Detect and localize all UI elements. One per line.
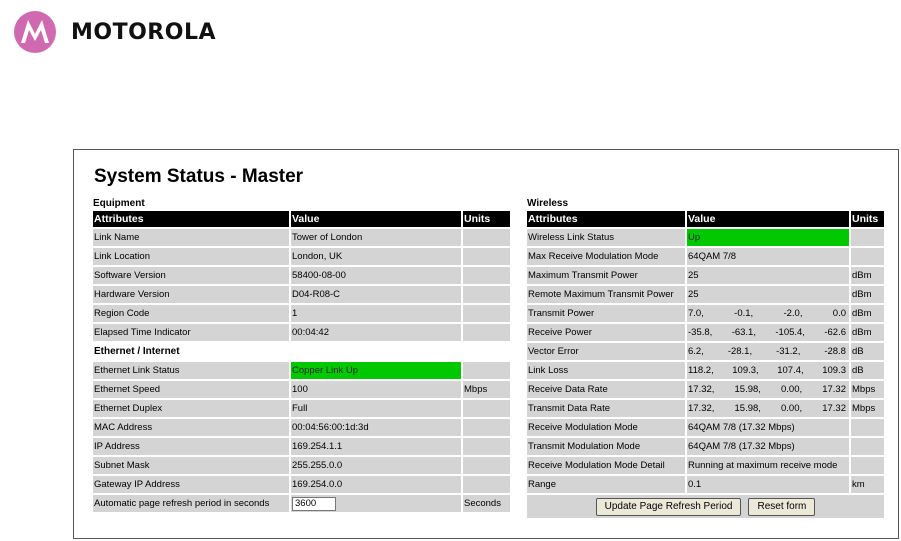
refresh-period-cell: [291, 493, 463, 512]
ethernet-subheader-row: [93, 341, 510, 360]
table-row: [93, 303, 510, 322]
attribute-label: Wireless Link Status: [527, 227, 687, 246]
value-list: [688, 327, 848, 338]
attribute-units: [463, 284, 510, 303]
attribute-units: [463, 455, 510, 474]
attribute-units: dBm: [851, 322, 884, 341]
attribute-label: Receive Modulation Mode Detail: [527, 455, 687, 474]
attribute-label: Transmit Data Rate: [527, 398, 687, 417]
table-row: [527, 360, 884, 379]
equipment-title: Equipment: [93, 198, 145, 209]
table-row: [93, 436, 510, 455]
value-list: [688, 384, 848, 395]
status-value: Up: [687, 227, 851, 246]
attribute-label: Ethernet Link Status: [93, 360, 291, 379]
value-item: -0.1,: [734, 308, 754, 319]
attribute-value: [687, 341, 851, 360]
table-row: [93, 284, 510, 303]
motorola-batwing-icon: [13, 10, 57, 54]
attribute-label: Link Loss: [527, 360, 687, 379]
attribute-label: Region Code: [93, 303, 291, 322]
attribute-label: Elapsed Time Indicator: [93, 322, 291, 341]
column-header-units: Units: [851, 211, 884, 227]
attribute-units: [463, 474, 510, 493]
update-refresh-period-button[interactable]: Update Page Refresh Period: [596, 498, 742, 516]
attribute-value: London, UK: [291, 246, 463, 265]
refresh-period-label: Automatic page refresh period in seconds: [93, 493, 291, 512]
attribute-value: 64QAM 7/8 (17.32 Mbps): [687, 436, 851, 455]
attribute-units: [463, 436, 510, 455]
value-item: 0.00,: [781, 384, 803, 395]
value-list: [688, 308, 848, 319]
attribute-units: [463, 322, 510, 341]
equipment-header-row: [93, 211, 510, 227]
attribute-label: Vector Error: [527, 341, 687, 360]
ethernet-section-title: Ethernet / Internet: [93, 341, 510, 360]
attribute-label: Link Location: [93, 246, 291, 265]
table-row: [93, 474, 510, 493]
attribute-units: [851, 417, 884, 436]
wireless-title: Wireless: [527, 198, 569, 209]
table-row: [527, 322, 884, 341]
attribute-units: [851, 246, 884, 265]
attribute-units: [463, 246, 510, 265]
attribute-units: [851, 227, 884, 246]
attribute-label: Remote Maximum Transmit Power: [527, 284, 687, 303]
attribute-value: 1: [291, 303, 463, 322]
attribute-label: Receive Data Rate: [527, 379, 687, 398]
value-item: 7.0,: [688, 308, 704, 319]
attribute-label: Receive Modulation Mode: [527, 417, 687, 436]
attribute-label: Range: [527, 474, 687, 493]
attribute-value: 64QAM 7/8 (17.32 Mbps): [687, 417, 851, 436]
refresh-period-input[interactable]: [292, 497, 336, 511]
value-item: 15.98,: [734, 403, 761, 414]
table-row: [93, 398, 510, 417]
attribute-value: Running at maximum receive mode: [687, 455, 851, 474]
table-row: [527, 455, 884, 474]
wireless-table: [527, 211, 884, 493]
attribute-value: [687, 360, 851, 379]
table-row: [527, 379, 884, 398]
attribute-value: 169.254.0.0: [291, 474, 463, 493]
attribute-value: 00:04:42: [291, 322, 463, 341]
attribute-units: Mbps: [851, 398, 884, 417]
attribute-value: Tower of London: [291, 227, 463, 246]
attribute-units: [463, 360, 510, 379]
value-item: -28.8: [824, 346, 846, 357]
attribute-value: D04-R08-C: [291, 284, 463, 303]
value-item: 118.2,: [688, 365, 714, 376]
value-list: [688, 346, 848, 357]
attribute-label: Maximum Transmit Power: [527, 265, 687, 284]
table-row: [527, 246, 884, 265]
attribute-value: [687, 379, 851, 398]
value-item: 109.3,: [732, 365, 759, 376]
form-button-bar: [527, 493, 884, 518]
wireless-header-row: [527, 211, 884, 227]
attribute-label: Software Version: [93, 265, 291, 284]
value-list: [688, 365, 848, 376]
value-item: -2.0,: [783, 308, 803, 319]
column-header-value: Value: [687, 211, 851, 227]
attribute-units: dB: [851, 341, 884, 360]
value-item: -62.6: [824, 327, 846, 338]
attribute-value: Full: [291, 398, 463, 417]
refresh-period-row: [93, 493, 510, 512]
attribute-units: [851, 455, 884, 474]
attribute-label: Subnet Mask: [93, 455, 291, 474]
attribute-value: 0.1: [687, 474, 851, 493]
value-item: 17.32,: [688, 384, 715, 395]
value-item: 109.3: [822, 365, 846, 376]
motorola-logo: [13, 9, 216, 55]
attribute-label: Gateway IP Address: [93, 474, 291, 493]
value-item: 17.32,: [688, 403, 715, 414]
table-row: [527, 303, 884, 322]
table-row: [93, 227, 510, 246]
value-item: 17.32: [822, 403, 846, 414]
attribute-value: 25: [687, 265, 851, 284]
column-header-attributes: Attributes: [93, 211, 291, 227]
table-row: [527, 284, 884, 303]
equipment-section: [93, 196, 510, 512]
attribute-label: Receive Power: [527, 322, 687, 341]
table-row: [527, 265, 884, 284]
attribute-units: dB: [851, 360, 884, 379]
value-item: -63.1,: [731, 327, 756, 338]
refresh-period-units: Seconds: [463, 493, 510, 512]
table-row: [527, 398, 884, 417]
attribute-value: 169.254.1.1: [291, 436, 463, 455]
attribute-value: [687, 398, 851, 417]
wireless-section: [527, 196, 884, 518]
status-value: Copper Link Up: [291, 360, 463, 379]
attribute-value: 25: [687, 284, 851, 303]
attribute-value: 100: [291, 379, 463, 398]
column-header-attributes: Attributes: [527, 211, 687, 227]
table-row: [527, 474, 884, 493]
value-item: -35.8,: [688, 327, 713, 338]
attribute-label: MAC Address: [93, 417, 291, 436]
attribute-label: Transmit Power: [527, 303, 687, 322]
system-status-panel: [73, 149, 899, 539]
attribute-units: Mbps: [851, 379, 884, 398]
table-row: [93, 417, 510, 436]
value-item: 15.98,: [734, 384, 761, 395]
attribute-value: [687, 322, 851, 341]
brand-name: MOTOROLA: [71, 19, 216, 45]
attribute-units: dBm: [851, 303, 884, 322]
attribute-label: Link Name: [93, 227, 291, 246]
attribute-units: [463, 227, 510, 246]
table-row: [93, 246, 510, 265]
attribute-label: Transmit Modulation Mode: [527, 436, 687, 455]
attribute-label: Max Receive Modulation Mode: [527, 246, 687, 265]
table-row: [93, 455, 510, 474]
value-item: 0.00,: [781, 403, 803, 414]
attribute-value: [687, 303, 851, 322]
attribute-value: 64QAM 7/8: [687, 246, 851, 265]
attribute-units: Mbps: [463, 379, 510, 398]
attribute-label: Ethernet Duplex: [93, 398, 291, 417]
table-row: [527, 227, 884, 246]
attribute-value: 00:04:56:00:1d:3d: [291, 417, 463, 436]
reset-form-button[interactable]: Reset form: [748, 498, 815, 516]
table-row: [527, 436, 884, 455]
value-item: 6.2,: [688, 346, 704, 357]
value-item: 107.4,: [777, 365, 804, 376]
page-title: System Status - Master: [94, 166, 304, 187]
column-header-units: Units: [463, 211, 510, 227]
table-row: [93, 360, 510, 379]
value-list: [688, 403, 848, 414]
equipment-table: [93, 211, 510, 512]
attribute-label: Ethernet Speed: [93, 379, 291, 398]
attribute-units: [463, 417, 510, 436]
value-item: 0.0: [832, 308, 846, 319]
table-row: [93, 379, 510, 398]
table-row: [527, 341, 884, 360]
attribute-label: IP Address: [93, 436, 291, 455]
attribute-units: [463, 265, 510, 284]
value-item: -28.1,: [727, 346, 753, 357]
attribute-units: dBm: [851, 284, 884, 303]
table-row: [93, 322, 510, 341]
attribute-value: 58400-08-00: [291, 265, 463, 284]
attribute-units: km: [851, 474, 884, 493]
attribute-units: [851, 436, 884, 455]
table-row: [93, 265, 510, 284]
attribute-value: 255.255.0.0: [291, 455, 463, 474]
table-row: [527, 417, 884, 436]
value-item: 17.32: [822, 384, 846, 395]
attribute-label: Hardware Version: [93, 284, 291, 303]
value-item: -31.2,: [776, 346, 801, 357]
attribute-units: dBm: [851, 265, 884, 284]
value-item: -105.4,: [775, 327, 805, 338]
attribute-units: [463, 303, 510, 322]
column-header-value: Value: [291, 211, 463, 227]
attribute-units: [463, 398, 510, 417]
